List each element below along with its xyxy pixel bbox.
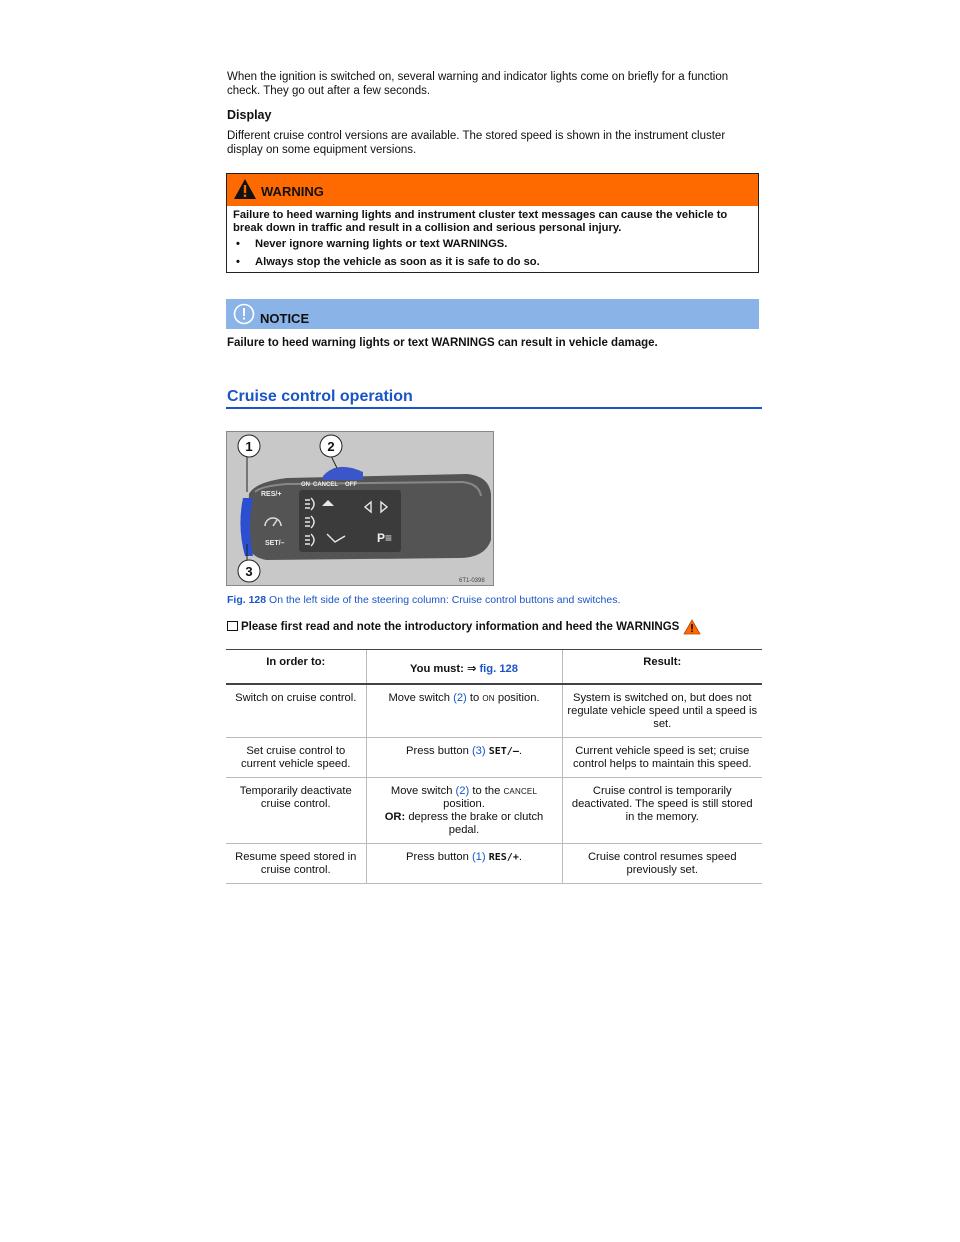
svg-text:3: 3 [245, 564, 253, 579]
figure-label-res: RES/+ [261, 491, 282, 498]
action-cell: Press button (3) SET/–. [366, 738, 562, 778]
goal-cell: Switch on cruise control. [226, 684, 366, 738]
warning-bullet: • Never ignore warning lights or text WARNINGS. [233, 238, 752, 251]
notice-header [226, 299, 759, 329]
cruise-control-figure [226, 431, 494, 586]
svg-text:1: 1 [245, 439, 253, 454]
warning-triangle-icon [233, 178, 257, 200]
steering-lever-illustration [227, 432, 494, 586]
fig-link[interactable]: fig. 128 [479, 663, 518, 675]
header-in-order-to: In order to: [226, 650, 366, 685]
notice-exclamation-icon [233, 303, 255, 325]
warning-text: Failure to heed warning lights and instrument cluster text messages can cause the vehicle to break down in traffic and result in a collision and serious personal injury. [233, 209, 728, 234]
notice-title: NOTICE [260, 311, 310, 326]
figure-caption-text: On the left side of the steering column: Cruise control buttons and switches. [269, 594, 621, 606]
warning-header [227, 174, 758, 206]
goal-cell: Temporarily deactivate cruise control. [226, 778, 366, 844]
read-note-text: Please first read and note the introductory information and heed the WARNINGS [241, 621, 680, 633]
warning-box [226, 173, 759, 273]
res-button-label: RES/+ [488, 852, 519, 863]
header-you-must: You must: ⇒ fig. 128 [366, 650, 562, 685]
warning-bullet: • Always stop the vehicle as soon as it is safe to do so. [233, 256, 752, 269]
result-cell: System is switched on, but does not regulate vehicle speed until a speed is set. [562, 684, 762, 738]
parking-light-icon: P≡ [377, 531, 393, 545]
notice-text: Failure to heed warning lights or text WARNINGS can result in vehicle damage. [227, 337, 658, 349]
action-cell: Press button (1) RES/+. [366, 844, 562, 884]
table-row [226, 778, 762, 844]
goal-cell: Set cruise control to current vehicle speed. [226, 738, 366, 778]
goal-cell: Resume speed stored in cruise control. [226, 844, 366, 884]
table-row [226, 844, 762, 884]
warning-triangle-icon [683, 619, 701, 635]
figure-label-on: ON [301, 482, 310, 488]
display-heading: Display [227, 108, 272, 122]
set-button-label: SET/– [488, 746, 519, 757]
figure-label-set: SET/– [265, 540, 285, 547]
figure-caption [227, 594, 620, 606]
header-result: Result: [562, 650, 762, 685]
figure-code: 6T1-0398 [459, 578, 485, 584]
action-cell: Move switch (2) to ON position. [366, 684, 562, 738]
table-row [226, 684, 762, 738]
section-title: Cruise control operation [227, 388, 413, 405]
read-note [227, 619, 701, 635]
warning-title: WARNING [261, 184, 324, 199]
section-divider [226, 407, 762, 409]
intro-paragraph: When the ignition is switched on, several warning and indicator lights come on briefly for a function check. They go out after a few seconds. [227, 71, 729, 97]
book-icon [227, 621, 238, 631]
result-cell: Cruise control is temporarily deactivated. The speed is still stored in the memory. [562, 778, 762, 844]
action-cell: Move switch (2) to the CANCEL position. OR: depress the brake or clutch pedal. [366, 778, 562, 844]
display-paragraph: Different cruise control versions are available. The stored speed is shown in the instrument cluster display on some equipment versions. [227, 130, 726, 156]
svg-text:2: 2 [327, 439, 335, 454]
result-cell: Cruise control resumes speed previously set. [562, 844, 762, 884]
figure-label-off: OFF [345, 482, 357, 488]
operations-table [226, 649, 762, 884]
figure-label-cancel: CANCEL [313, 482, 338, 488]
warning-bullets [233, 238, 752, 269]
table-row [226, 738, 762, 778]
result-cell: Current vehicle speed is set; cruise control helps to maintain this speed. [562, 738, 762, 778]
figure-number: Fig. 128 [227, 594, 267, 606]
